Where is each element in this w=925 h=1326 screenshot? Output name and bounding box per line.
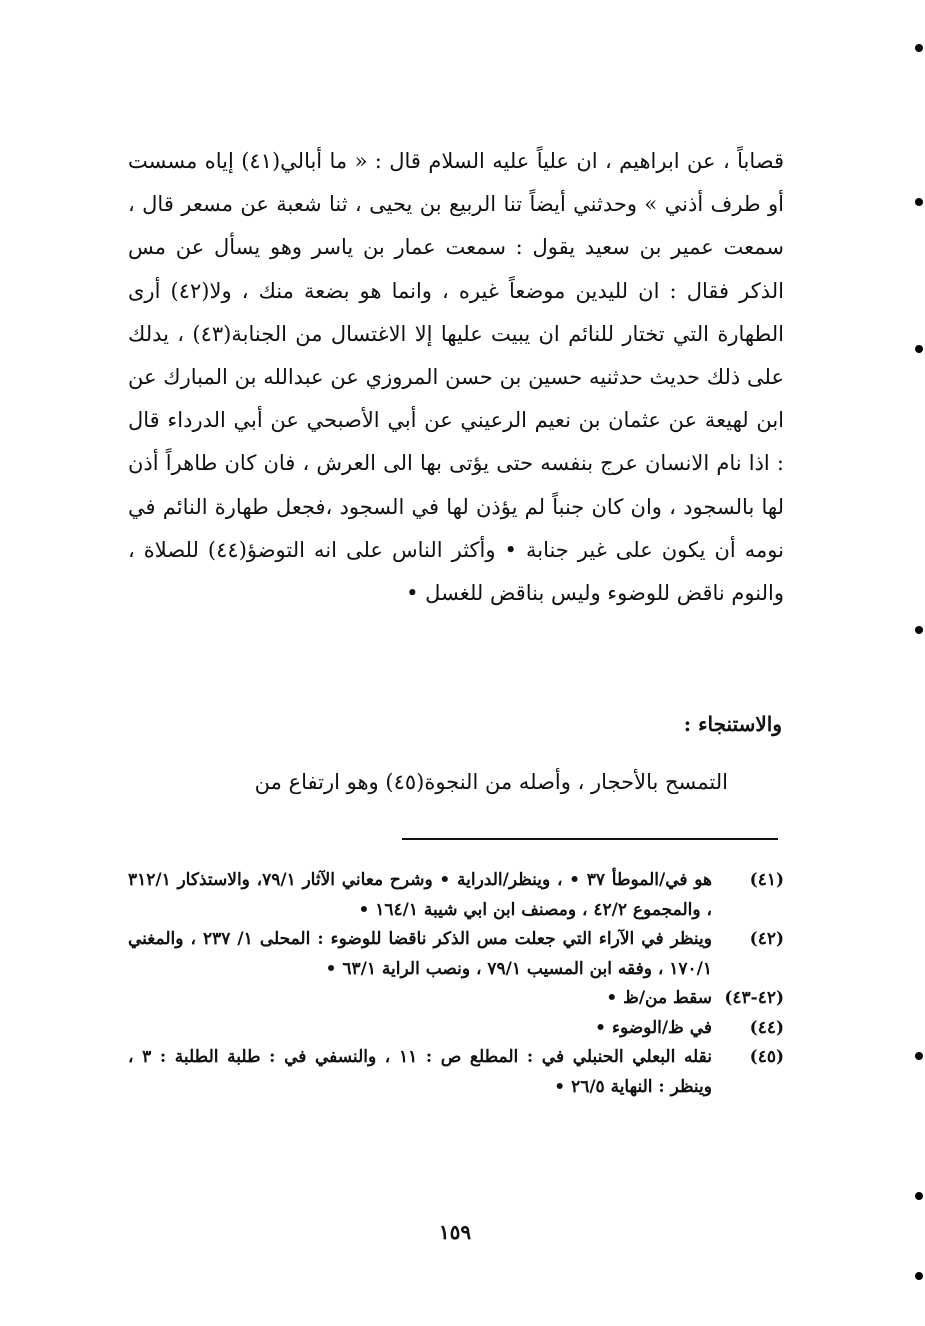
section-text: التمسح بالأحجار ، وأصله من النجوة(٤٥) وهو ارتفاع من [254, 770, 728, 794]
footnote-text: نقله البعلي الحنبلي في : المطلع ص : ١١ ، والنسفي في : طلبة الطلبة : ٣ ، وينظر : النهاية ٢٦/٥ • [128, 1047, 713, 1097]
margin-dot [915, 198, 923, 206]
footnote-text: هو في/الموطأ ٣٧ • ، وينظر/الدراية • وشرح معاني الآثار ٧٩/١، والاستذكار ٣١٢/١ ، والمجموع ٤٢/٢ ، ومصنف ابن ابي شيبة ١٦٤/١ • [128, 870, 712, 920]
margin-dot [915, 1192, 923, 1200]
page-number: ١٥٩ [438, 1220, 472, 1244]
footnote-44 [128, 1014, 784, 1044]
margin-dot [915, 345, 923, 353]
footnote-45 [128, 1043, 784, 1102]
footnote-number: (٤٥) [749, 1047, 784, 1067]
footnote-text: سقط من/ظ • [606, 988, 712, 1008]
margin-dot [915, 1272, 923, 1280]
margin-dot [915, 626, 923, 634]
footnote-42 [128, 925, 784, 984]
footnote-text: في ظ/الوضوء • [595, 1017, 712, 1038]
footnote-number: (٤٢) [749, 929, 784, 949]
main-text-block [128, 140, 784, 615]
footnote-42-43 [128, 984, 784, 1014]
footnote-number: (٤٢-٤٣) [724, 988, 784, 1008]
footnote-number: (٤٤) [749, 1017, 784, 1038]
footnote-41 [128, 866, 784, 925]
margin-dot [915, 44, 923, 52]
margin-dot [915, 1052, 923, 1060]
section-heading: والاستنجاء : [683, 712, 782, 736]
footnotes [128, 866, 784, 1102]
main-paragraph: قصاباً ، عن ابراهيم ، ان علياً عليه السلام قال : « ما أبالي(٤١) إياه مسست أو طرف أذني » وحدثني أيضاً تنا الربيع بن يحيى ، ثنا شعبة عن مسعر قال ، سمعت عمير بن سعيد يقول : سمعت عمار بن ياسر وهو يسأل عن مس الذكر فقال : ان لليدين موضعاً غيره ، وانما هو بضعة منك ، ولا(٤٢) أرى الطهارة التي تختار للنائم ان يبيت عليها إلا الاغتسال من الجنابة(٤٣) ، يدلك على ذلك حديث حدثنيه حسين بن حسن المروزي عن عبدالله بن المبارك عن ابن لهيعة عن عثمان بن نعيم الرعيني عن أبي الأصبحي عن أبي الدرداء قال : اذا نام الانسان عرج بنفسه حتى يؤتى بها الى العرش ، فان كان طاهراً أذن لها بالسجود ، وان كان جنباً لم يؤذن لها في السجود ،فجعل طهارة النائم في نومه أن يكون على غير جنابة • وأكثر الناس على انه التوضؤ(٤٤) للصلاة ، والنوم ناقض للوضوء وليس بناقض للغسل • [128, 149, 785, 606]
footnote-number: (٤١) [749, 870, 784, 890]
footnote-separator [402, 838, 778, 840]
footnote-text: وينظر في الآراء التي جعلت مس الذكر ناقضا للوضوء : المحلى ١/ ٢٣٧ ، والمغني ١٧٠/١ ، وفقه ابن المسيب ٧٩/١ ، ونصب الراية ٦٣/١ • [128, 929, 713, 979]
